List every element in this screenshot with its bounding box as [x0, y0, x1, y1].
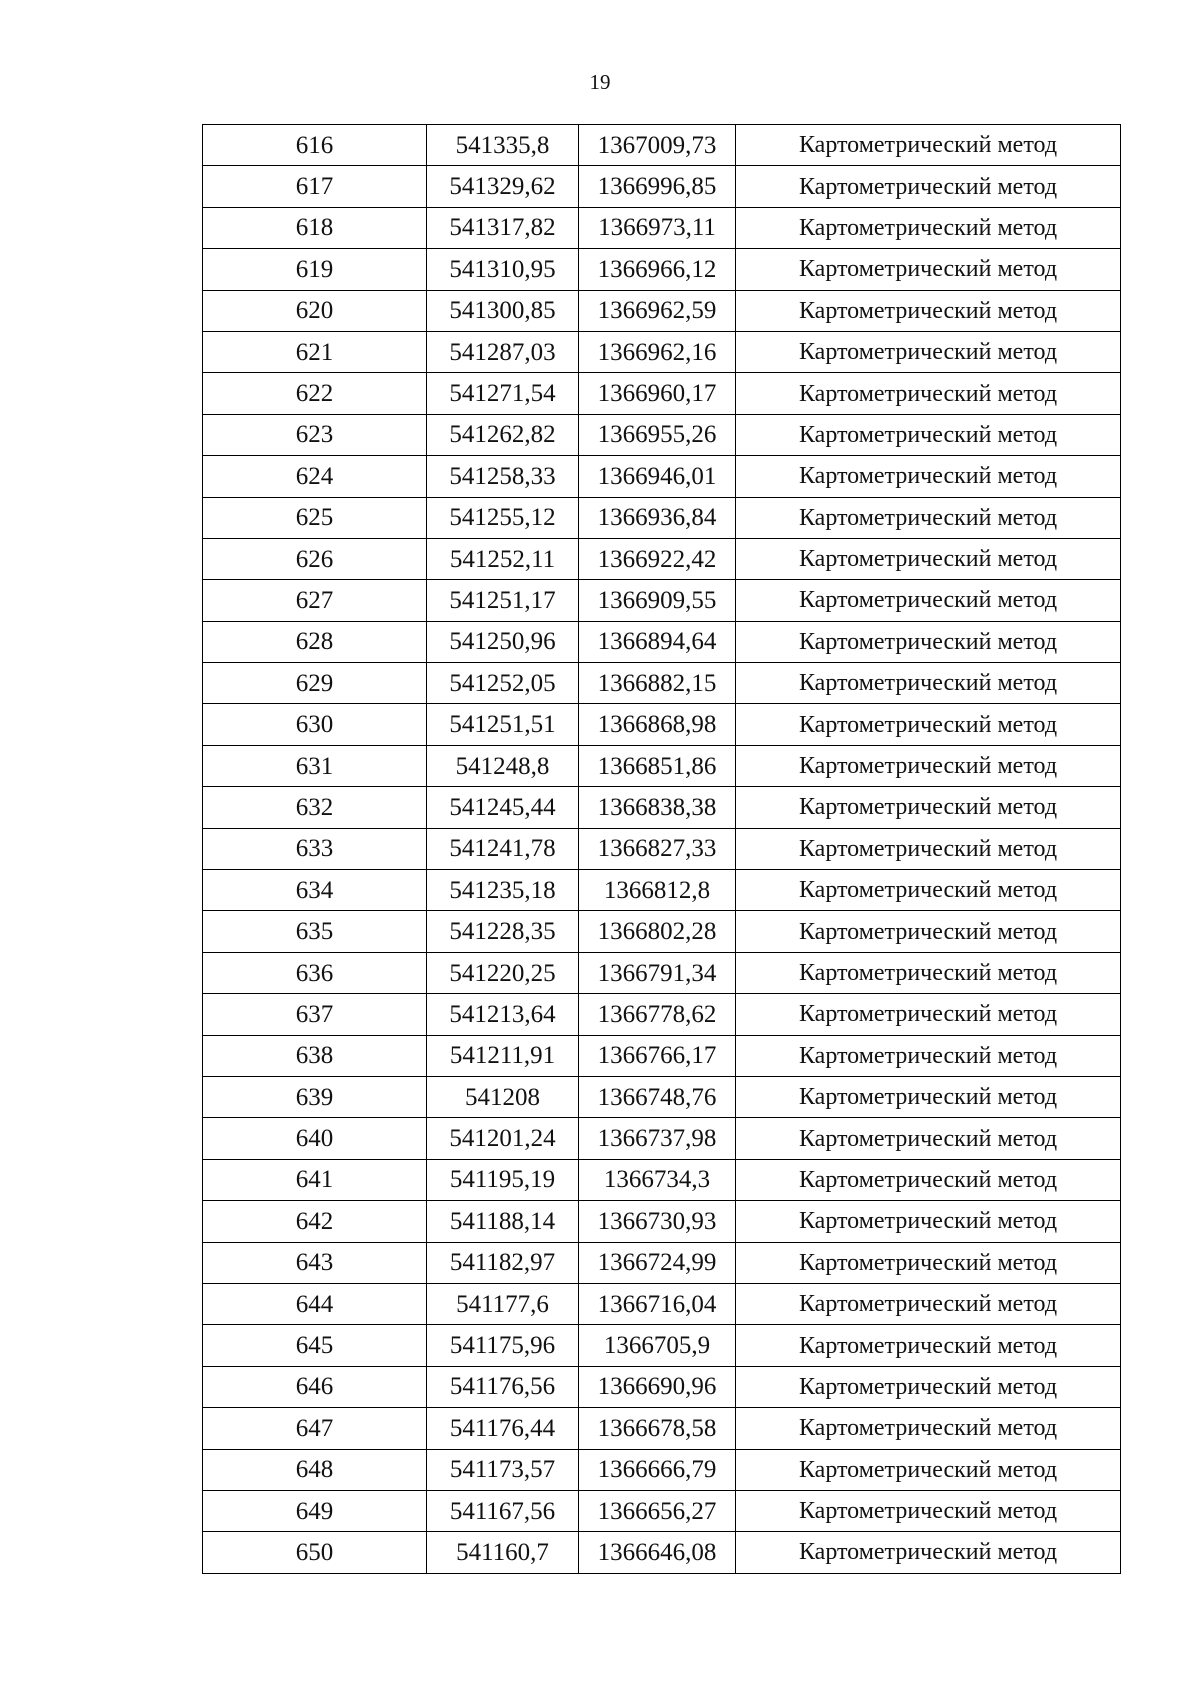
method-cell: Картометрический метод — [736, 1118, 1121, 1159]
method-cell: Картометрический метод — [736, 828, 1121, 869]
point-number-cell: 639 — [203, 1076, 427, 1117]
y-coordinate-cell: 1366656,27 — [579, 1490, 736, 1531]
y-coordinate-cell: 1366946,01 — [579, 456, 736, 497]
y-coordinate-cell: 1366851,86 — [579, 745, 736, 786]
point-number-cell: 647 — [203, 1408, 427, 1449]
y-coordinate-cell: 1366962,59 — [579, 290, 736, 331]
table-row — [203, 1532, 1121, 1573]
method-cell: Картометрический метод — [736, 538, 1121, 579]
y-coordinate-cell: 1366678,58 — [579, 1408, 736, 1449]
y-coordinate-cell: 1366838,38 — [579, 787, 736, 828]
table-row — [203, 952, 1121, 993]
method-cell: Картометрический метод — [736, 704, 1121, 745]
y-coordinate-cell: 1366966,12 — [579, 249, 736, 290]
x-coordinate-cell: 541310,95 — [427, 249, 579, 290]
y-coordinate-cell: 1366734,3 — [579, 1159, 736, 1200]
point-number-cell: 640 — [203, 1118, 427, 1159]
table-row — [203, 994, 1121, 1035]
table-row — [203, 456, 1121, 497]
y-coordinate-cell: 1366778,62 — [579, 994, 736, 1035]
method-cell: Картометрический метод — [736, 1449, 1121, 1490]
table-row — [203, 1283, 1121, 1324]
x-coordinate-cell: 541188,14 — [427, 1201, 579, 1242]
x-coordinate-cell: 541208 — [427, 1076, 579, 1117]
y-coordinate-cell: 1366802,28 — [579, 911, 736, 952]
method-cell: Картометрический метод — [736, 497, 1121, 538]
table-row — [203, 1242, 1121, 1283]
table-row — [203, 1490, 1121, 1531]
method-cell: Картометрический метод — [736, 1076, 1121, 1117]
x-coordinate-cell: 541167,56 — [427, 1490, 579, 1531]
y-coordinate-cell: 1366882,15 — [579, 663, 736, 704]
table-row — [203, 290, 1121, 331]
method-cell: Картометрический метод — [736, 249, 1121, 290]
table-row — [203, 166, 1121, 207]
table-row — [203, 663, 1121, 704]
coordinates-table-body — [203, 125, 1121, 1574]
point-number-cell: 648 — [203, 1449, 427, 1490]
x-coordinate-cell: 541245,44 — [427, 787, 579, 828]
x-coordinate-cell: 541262,82 — [427, 414, 579, 455]
method-cell: Картометрический метод — [736, 373, 1121, 414]
x-coordinate-cell: 541258,33 — [427, 456, 579, 497]
point-number-cell: 629 — [203, 663, 427, 704]
y-coordinate-cell: 1366909,55 — [579, 580, 736, 621]
x-coordinate-cell: 541248,8 — [427, 745, 579, 786]
table-row — [203, 1035, 1121, 1076]
y-coordinate-cell: 1367009,73 — [579, 125, 736, 166]
table-row — [203, 331, 1121, 372]
x-coordinate-cell: 541251,17 — [427, 580, 579, 621]
method-cell: Картометрический метод — [736, 456, 1121, 497]
method-cell: Картометрический метод — [736, 870, 1121, 911]
table-row — [203, 621, 1121, 662]
point-number-cell: 649 — [203, 1490, 427, 1531]
table-row — [203, 538, 1121, 579]
method-cell: Картометрический метод — [736, 290, 1121, 331]
y-coordinate-cell: 1366936,84 — [579, 497, 736, 538]
x-coordinate-cell: 541252,05 — [427, 663, 579, 704]
x-coordinate-cell: 541182,97 — [427, 1242, 579, 1283]
point-number-cell: 637 — [203, 994, 427, 1035]
x-coordinate-cell: 541300,85 — [427, 290, 579, 331]
method-cell: Картометрический метод — [736, 1035, 1121, 1076]
y-coordinate-cell: 1366724,99 — [579, 1242, 736, 1283]
x-coordinate-cell: 541250,96 — [427, 621, 579, 662]
method-cell: Картометрический метод — [736, 911, 1121, 952]
point-number-cell: 642 — [203, 1201, 427, 1242]
x-coordinate-cell: 541235,18 — [427, 870, 579, 911]
method-cell: Картометрический метод — [736, 1490, 1121, 1531]
point-number-cell: 630 — [203, 704, 427, 745]
point-number-cell: 636 — [203, 952, 427, 993]
table-row — [203, 1159, 1121, 1200]
point-number-cell: 621 — [203, 331, 427, 372]
method-cell: Картометрический метод — [736, 1201, 1121, 1242]
y-coordinate-cell: 1366730,93 — [579, 1201, 736, 1242]
x-coordinate-cell: 541287,03 — [427, 331, 579, 372]
method-cell: Картометрический метод — [736, 331, 1121, 372]
table-row — [203, 787, 1121, 828]
table-row — [203, 870, 1121, 911]
x-coordinate-cell: 541329,62 — [427, 166, 579, 207]
table-row — [203, 497, 1121, 538]
point-number-cell: 619 — [203, 249, 427, 290]
table-row — [203, 1366, 1121, 1407]
point-number-cell: 623 — [203, 414, 427, 455]
table-row — [203, 249, 1121, 290]
point-number-cell: 644 — [203, 1283, 427, 1324]
y-coordinate-cell: 1366868,98 — [579, 704, 736, 745]
y-coordinate-cell: 1366922,42 — [579, 538, 736, 579]
method-cell: Картометрический метод — [736, 1283, 1121, 1324]
point-number-cell: 633 — [203, 828, 427, 869]
x-coordinate-cell: 541211,91 — [427, 1035, 579, 1076]
point-number-cell: 616 — [203, 125, 427, 166]
point-number-cell: 641 — [203, 1159, 427, 1200]
y-coordinate-cell: 1366737,98 — [579, 1118, 736, 1159]
y-coordinate-cell: 1366955,26 — [579, 414, 736, 455]
point-number-cell: 618 — [203, 207, 427, 248]
table-row — [203, 704, 1121, 745]
x-coordinate-cell: 541201,24 — [427, 1118, 579, 1159]
x-coordinate-cell: 541160,7 — [427, 1532, 579, 1573]
x-coordinate-cell: 541228,35 — [427, 911, 579, 952]
point-number-cell: 638 — [203, 1035, 427, 1076]
point-number-cell: 628 — [203, 621, 427, 662]
x-coordinate-cell: 541175,96 — [427, 1325, 579, 1366]
x-coordinate-cell: 541317,82 — [427, 207, 579, 248]
table-row — [203, 1118, 1121, 1159]
method-cell: Картометрический метод — [736, 745, 1121, 786]
y-coordinate-cell: 1366894,64 — [579, 621, 736, 662]
point-number-cell: 617 — [203, 166, 427, 207]
y-coordinate-cell: 1366812,8 — [579, 870, 736, 911]
point-number-cell: 627 — [203, 580, 427, 621]
method-cell: Картометрический метод — [736, 621, 1121, 662]
y-coordinate-cell: 1366960,17 — [579, 373, 736, 414]
table-row — [203, 373, 1121, 414]
x-coordinate-cell: 541195,19 — [427, 1159, 579, 1200]
point-number-cell: 643 — [203, 1242, 427, 1283]
y-coordinate-cell: 1366690,96 — [579, 1366, 736, 1407]
x-coordinate-cell: 541220,25 — [427, 952, 579, 993]
y-coordinate-cell: 1366791,34 — [579, 952, 736, 993]
method-cell: Картометрический метод — [736, 125, 1121, 166]
x-coordinate-cell: 541213,64 — [427, 994, 579, 1035]
y-coordinate-cell: 1366716,04 — [579, 1283, 736, 1324]
x-coordinate-cell: 541251,51 — [427, 704, 579, 745]
method-cell: Картометрический метод — [736, 580, 1121, 621]
method-cell: Картометрический метод — [736, 663, 1121, 704]
point-number-cell: 631 — [203, 745, 427, 786]
y-coordinate-cell: 1366996,85 — [579, 166, 736, 207]
table-row — [203, 580, 1121, 621]
x-coordinate-cell: 541335,8 — [427, 125, 579, 166]
point-number-cell: 624 — [203, 456, 427, 497]
method-cell: Картометрический метод — [736, 1366, 1121, 1407]
table-row — [203, 1201, 1121, 1242]
table-row — [203, 745, 1121, 786]
point-number-cell: 626 — [203, 538, 427, 579]
table-row — [203, 1408, 1121, 1449]
x-coordinate-cell: 541173,57 — [427, 1449, 579, 1490]
x-coordinate-cell: 541271,54 — [427, 373, 579, 414]
method-cell: Картометрический метод — [736, 1325, 1121, 1366]
table-row — [203, 125, 1121, 166]
table-row — [203, 207, 1121, 248]
point-number-cell: 646 — [203, 1366, 427, 1407]
y-coordinate-cell: 1366748,76 — [579, 1076, 736, 1117]
x-coordinate-cell: 541177,6 — [427, 1283, 579, 1324]
table-row — [203, 1076, 1121, 1117]
table-row — [203, 911, 1121, 952]
point-number-cell: 625 — [203, 497, 427, 538]
table-row — [203, 828, 1121, 869]
method-cell: Картометрический метод — [736, 1159, 1121, 1200]
method-cell: Картометрический метод — [736, 994, 1121, 1035]
x-coordinate-cell: 541241,78 — [427, 828, 579, 869]
method-cell: Картометрический метод — [736, 1532, 1121, 1573]
y-coordinate-cell: 1366766,17 — [579, 1035, 736, 1076]
point-number-cell: 634 — [203, 870, 427, 911]
point-number-cell: 650 — [203, 1532, 427, 1573]
point-number-cell: 632 — [203, 787, 427, 828]
y-coordinate-cell: 1366705,9 — [579, 1325, 736, 1366]
y-coordinate-cell: 1366973,11 — [579, 207, 736, 248]
x-coordinate-cell: 541252,11 — [427, 538, 579, 579]
y-coordinate-cell: 1366666,79 — [579, 1449, 736, 1490]
method-cell: Картометрический метод — [736, 207, 1121, 248]
y-coordinate-cell: 1366827,33 — [579, 828, 736, 869]
method-cell: Картометрический метод — [736, 1242, 1121, 1283]
table-row — [203, 414, 1121, 455]
method-cell: Картометрический метод — [736, 952, 1121, 993]
method-cell: Картометрический метод — [736, 1408, 1121, 1449]
y-coordinate-cell: 1366646,08 — [579, 1532, 736, 1573]
table-row — [203, 1449, 1121, 1490]
point-number-cell: 622 — [203, 373, 427, 414]
method-cell: Картометрический метод — [736, 166, 1121, 207]
point-number-cell: 645 — [203, 1325, 427, 1366]
x-coordinate-cell: 541176,44 — [427, 1408, 579, 1449]
point-number-cell: 620 — [203, 290, 427, 331]
point-number-cell: 635 — [203, 911, 427, 952]
method-cell: Картометрический метод — [736, 787, 1121, 828]
y-coordinate-cell: 1366962,16 — [579, 331, 736, 372]
x-coordinate-cell: 541176,56 — [427, 1366, 579, 1407]
page-number: 19 — [589, 70, 611, 94]
method-cell: Картометрический метод — [736, 414, 1121, 455]
table-row — [203, 1325, 1121, 1366]
x-coordinate-cell: 541255,12 — [427, 497, 579, 538]
coordinates-table — [202, 124, 1121, 1574]
